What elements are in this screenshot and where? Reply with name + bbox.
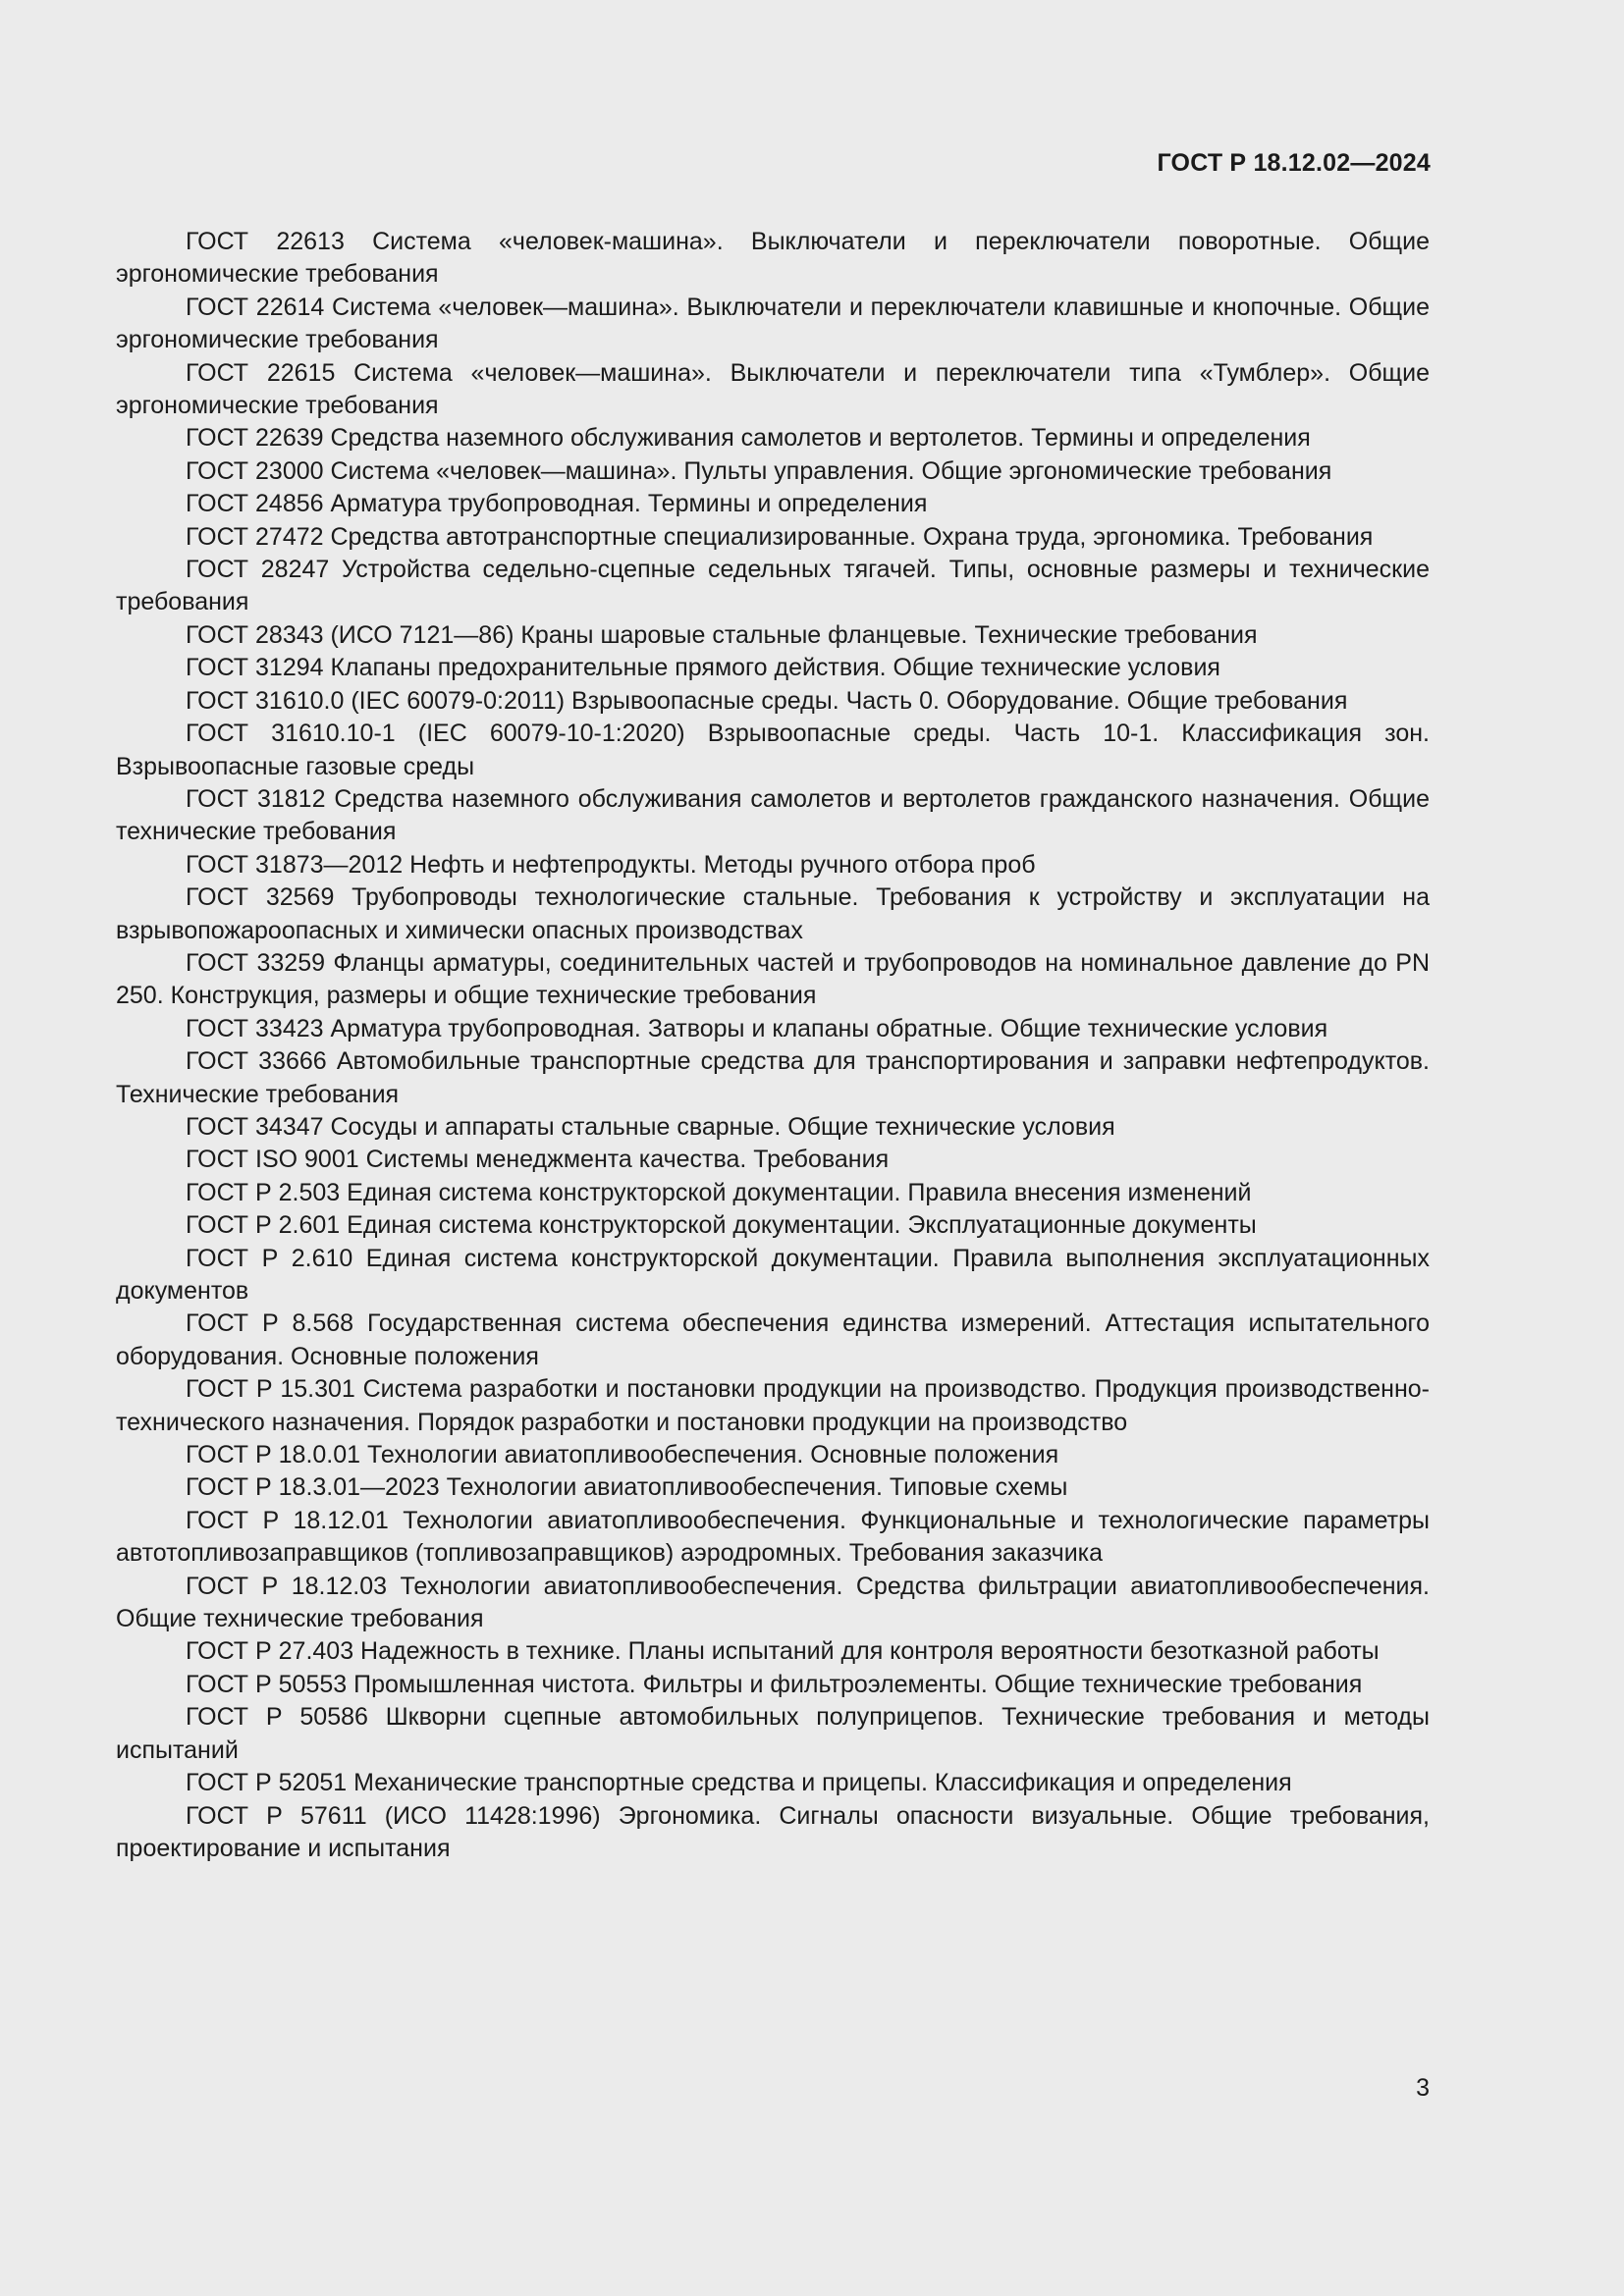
reference-entry: ГОСТ 31610.10-1 (IEC 60079-10-1:2020) Взрывоопасные среды. Часть 10-1. Классификация зон. Взрывоопасные газовые среды (116, 720, 1430, 780)
reference-entry: ГОСТ Р 52051 Механические транспортные средства и прицепы. Классификация и определения (186, 1769, 1292, 1797)
reference-entry: ГОСТ 22615 Система «человек—машина». Выключатели и переключатели типа «Тумблер». Общие эргономические требования (116, 358, 1430, 420)
reference-entry: ГОСТ Р 15.301 Система разработки и постановки продукции на производство. Продукция производственно-технического назначения. Порядок разработки и постановки продукции на производство (116, 1375, 1430, 1436)
reference-entry: ГОСТ 33423 Арматура трубопроводная. Затворы и клапаны обратные. Общие технические условия (186, 1014, 1328, 1042)
reference-entry: ГОСТ 22639 Средства наземного обслуживания самолетов и вертолетов. Термины и определения (186, 424, 1311, 453)
reference-entry: ГОСТ 31610.0 (IEC 60079-0:2011) Взрывоопасные среды. Часть 0. Оборудование. Общие требования (186, 686, 1348, 715)
reference-entry: ГОСТ Р 2.503 Единая система конструкторской документации. Правила внесения изменений (186, 1178, 1252, 1206)
reference-entry: ГОСТ Р 18.12.03 Технологии авиатопливообеспечения. Средства фильтрации авиатопливообеспечения. Общие технические требования (116, 1572, 1430, 1633)
reference-entry: ГОСТ 22614 Система «человек—машина». Выключатели и переключатели клавишные и кнопочные. Общие эргономические требования (116, 293, 1430, 354)
reference-entry: ГОСТ 33259 Фланцы арматуры, соединительных частей и трубопроводов на номинальное давление до PN 250. Конструкция, размеры и общие технические требования (116, 948, 1430, 1010)
reference-entry: ГОСТ Р 2.610 Единая система конструкторской документации. Правила выполнения эксплуатационных документов (116, 1244, 1430, 1305)
reference-entry: ГОСТ 31873—2012 Нефть и нефтепродукты. Методы ручного отбора проб (186, 850, 1036, 879)
reference-entry: ГОСТ Р 18.12.01 Технологии авиатопливообеспечения. Функциональные и технологические параметры автотопливозаправщиков (топливозаправщиков) аэродромных. Требования заказчика (116, 1506, 1430, 1568)
reference-entry: ГОСТ Р 8.568 Государственная система обеспечения единства измерений. Аттестация испытательного оборудования. Основные положения (116, 1309, 1430, 1370)
reference-entry: ГОСТ ISO 9001 Системы менеджмента качества. Требования (186, 1146, 890, 1174)
reference-entry: ГОСТ Р 57611 (ИСО 11428:1996) Эргономика. Сигналы опасности визуальные. Общие требования, проектирование и испытания (116, 1801, 1430, 1862)
normative-references-list (116, 226, 1430, 1865)
reference-entry: ГОСТ 31294 Клапаны предохранительные прямого действия. Общие технические условия (186, 654, 1220, 682)
reference-entry: ГОСТ 24856 Арматура трубопроводная. Термины и определения (186, 490, 928, 518)
reference-entry: ГОСТ Р 2.601 Единая система конструкторской документации. Эксплуатационные документы (186, 1211, 1257, 1240)
page-number: 3 (1416, 2074, 1430, 2102)
reference-entry: ГОСТ Р 50553 Промышленная чистота. Фильтры и фильтроэлементы. Общие технические требования (186, 1670, 1363, 1698)
reference-entry: ГОСТ 23000 Система «человек—машина». Пульты управления. Общие эргономические требования (186, 456, 1332, 485)
reference-entry: ГОСТ 33666 Автомобильные транспортные средства для транспортирования и заправки нефтепродуктов. Технические требования (116, 1047, 1430, 1108)
reference-entry: ГОСТ 32569 Трубопроводы технологические стальные. Требования к устройству и эксплуатации на взрывопожароопасных и химически опасных производствах (116, 883, 1430, 944)
reference-entry: ГОСТ Р 27.403 Надежность в технике. Планы испытаний для контроля вероятности безотказной работы (186, 1637, 1380, 1666)
reference-entry: ГОСТ 22613 Система «человек-машина». Выключатели и переключатели поворотные. Общие эргономические требования (116, 228, 1430, 289)
reference-entry: ГОСТ 28247 Устройства седельно-сцепные седельных тягачей. Типы, основные размеры и технические требования (116, 556, 1430, 616)
reference-entry: ГОСТ 34347 Сосуды и аппараты стальные сварные. Общие технические условия (186, 1112, 1115, 1141)
reference-entry: ГОСТ Р 18.3.01—2023 Технологии авиатопливообеспечения. Типовые схемы (186, 1473, 1068, 1502)
reference-entry: ГОСТ 31812 Средства наземного обслуживания самолетов и вертолетов гражданского назначения. Общие технические требования (116, 784, 1430, 846)
reference-entry: ГОСТ 27472 Средства автотранспортные специализированные. Охрана труда, эргономика. Требования (186, 522, 1374, 551)
reference-entry: ГОСТ 28343 (ИСО 7121—86) Краны шаровые стальные фланцевые. Технические требования (186, 620, 1258, 649)
document-code-header: ГОСТ Р 18.12.02—2024 (1157, 149, 1431, 177)
reference-entry: ГОСТ Р 18.0.01 Технологии авиатопливообеспечения. Основные положения (186, 1441, 1059, 1469)
reference-entry: ГОСТ Р 50586 Шкворни сцепные автомобильных полуприцепов. Технические требования и методы испытаний (116, 1703, 1430, 1764)
